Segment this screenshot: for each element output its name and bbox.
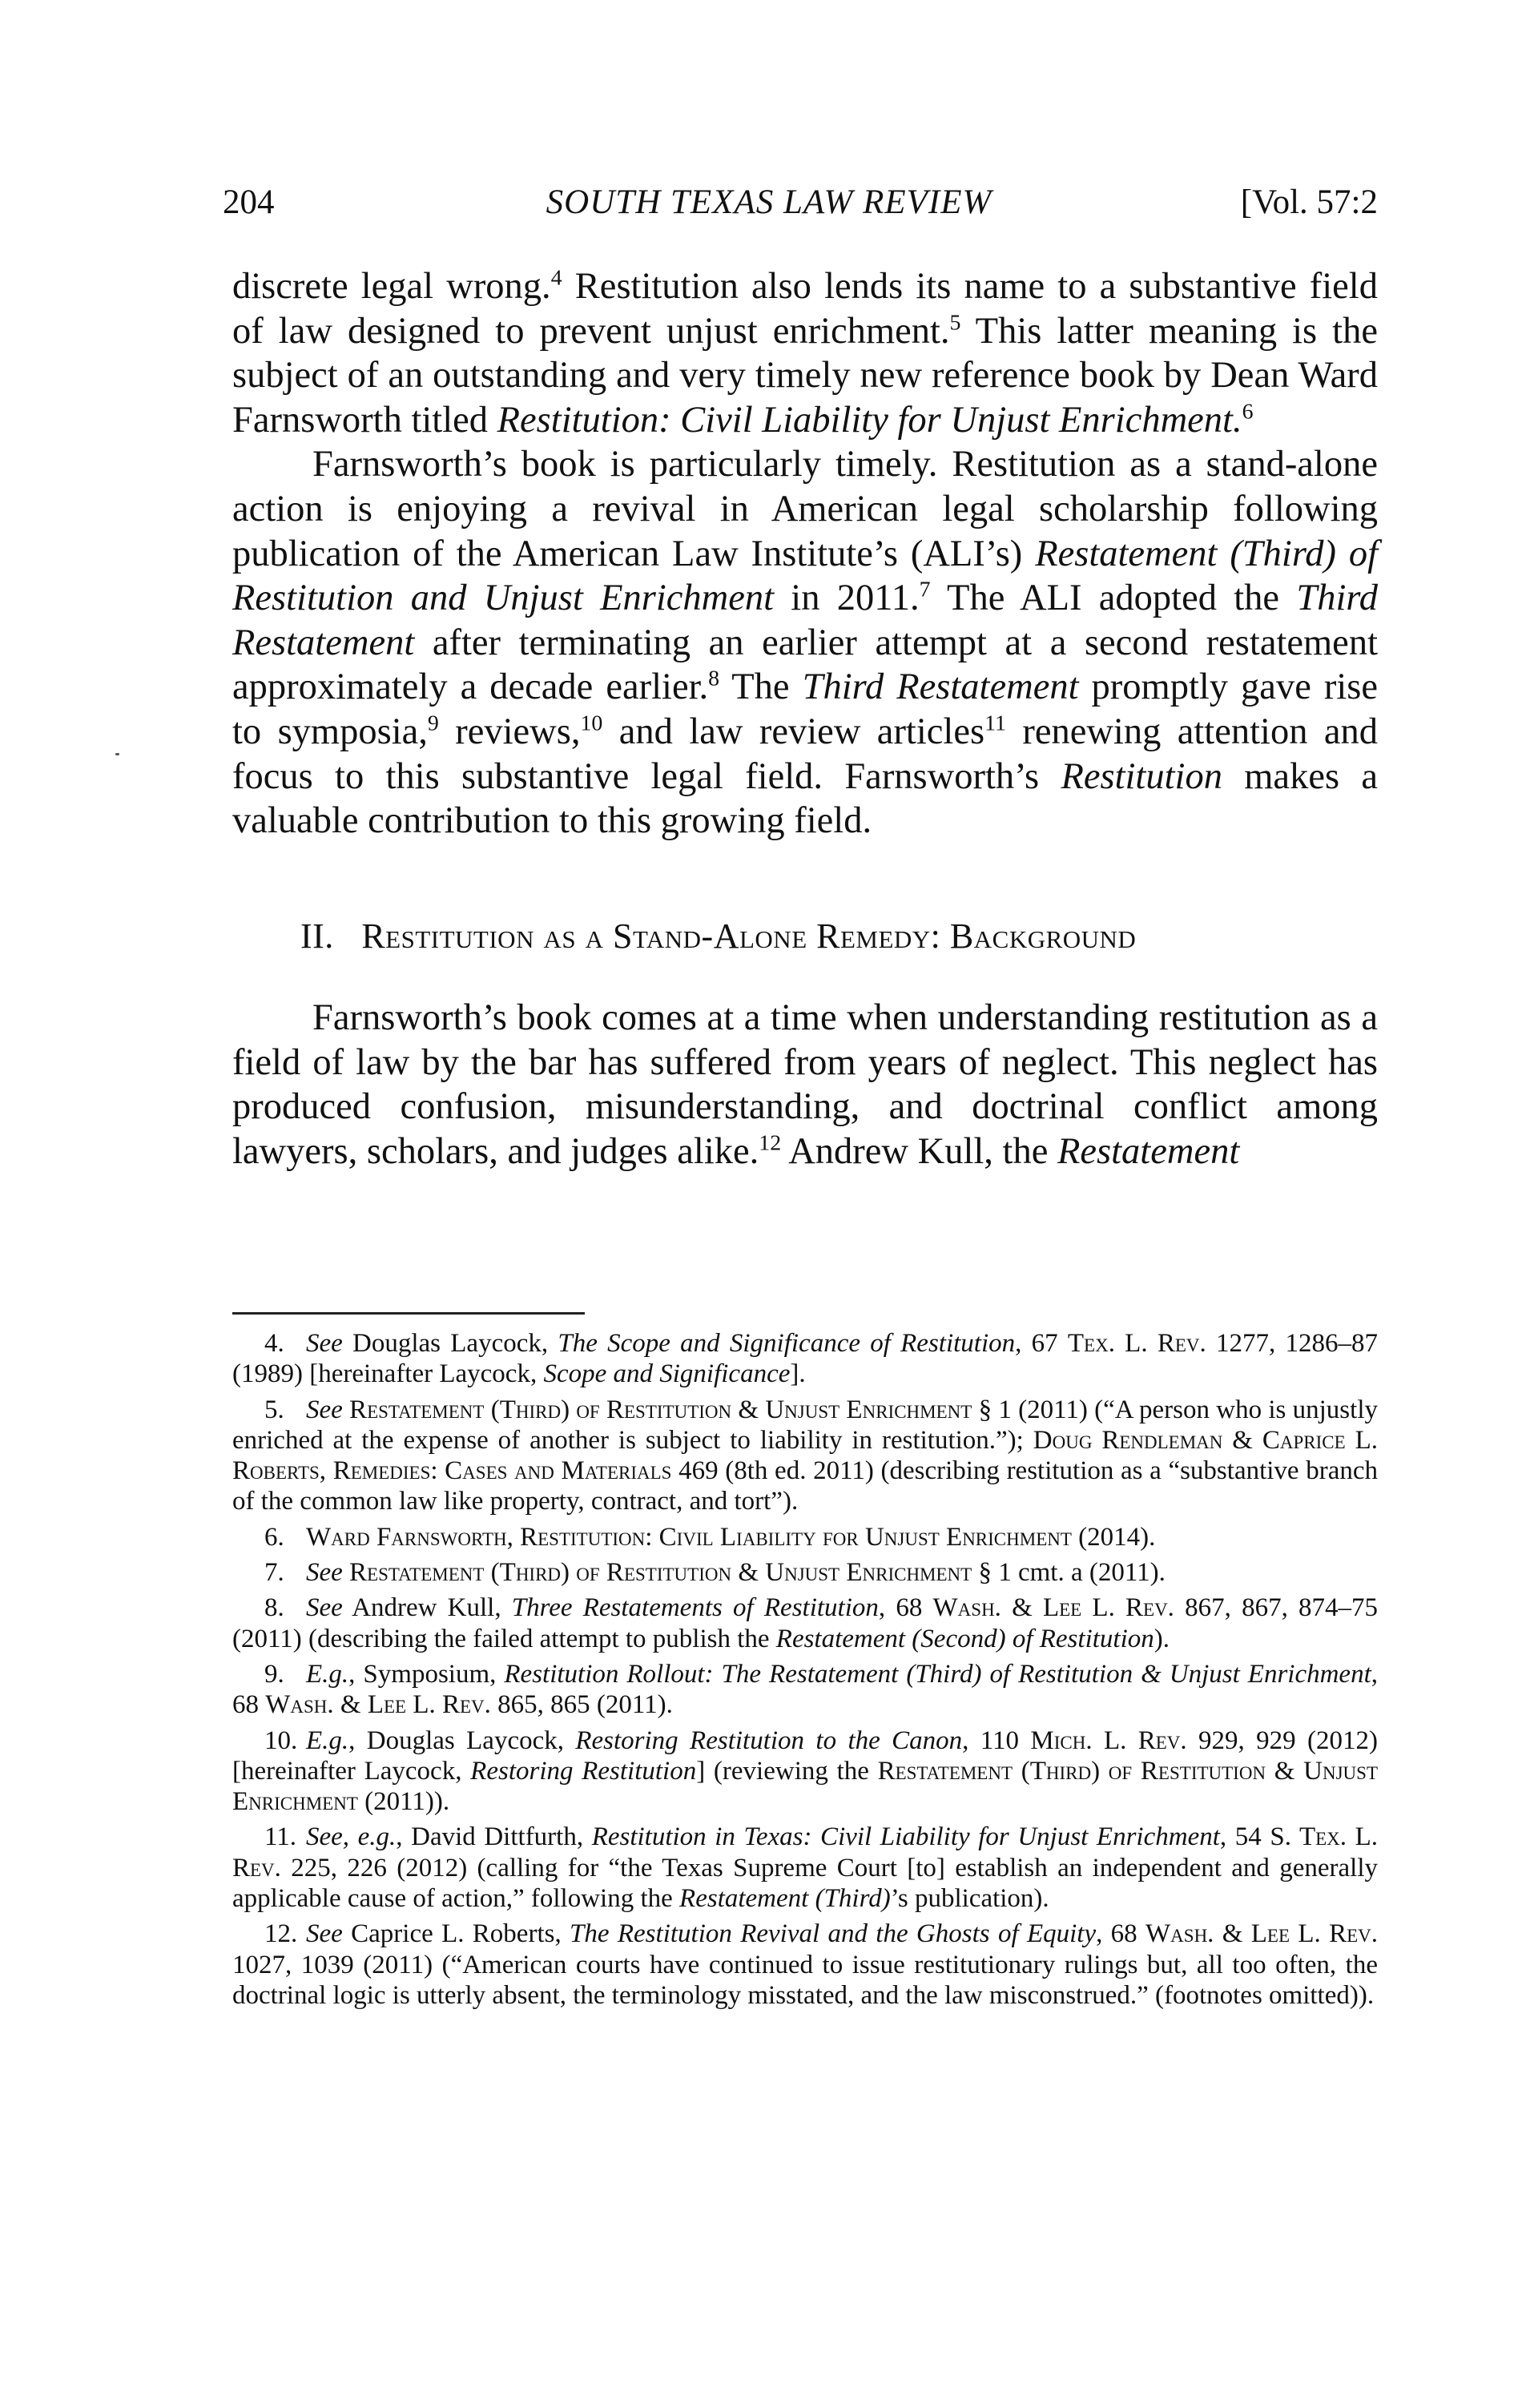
- footnote-11: 11. See, e.g., David Dittfurth, Restitution in Texas: Civil Liability for Unjust Enrichment, 54 S. Tex. L. Rev. 225, 226 (2012) (calling for “the Texas Supreme Court [to] establish an independent and generally applicable cause of action,” following the Restatement (Third)’s publication).: [232, 1822, 1379, 1914]
- paragraph-3: Farnsworth’s book comes at a time when understanding restitution as a field of law by the bar has suffered from years of neglect. This neglect has produced confusion, misunderstanding, and doctrinal conflict among lawyers, scholars, and judges alike.$^{12}$ Andrew Kull, the Restatement: [232, 997, 1378, 1172]
- section-number: II.: [300, 916, 334, 956]
- running-head-volume: [Vol. 57:2: [1240, 183, 1378, 221]
- running-head-journal: SOUTH TEXAS LAW REVIEW: [546, 183, 992, 221]
- footnote-9: 9. E.g., Symposium, Restitution Rollout: The Restatement (Third) of Restitution & Unjust Enrichment, 68 Wash. & Lee L. Rev. 865, 865 (2011).: [232, 1659, 1379, 1720]
- footnote-12: 12. See Caprice L. Roberts, The Restitution Revival and the Ghosts of Equity, 68 Wash. & Lee L. Rev. 1027, 1039 (2011) (“American courts have continued to issue restitutionary rulings but, all too often, the doctrinal logic is utterly absent, the terminology misstated, and the law misconstrued.” (footnotes omitted)).: [232, 1919, 1378, 2010]
- body-paragraphs-bottom: [232, 996, 1378, 1174]
- body-paragraphs-top: [232, 264, 1378, 844]
- paragraph-1: discrete legal wrong.$^4$ Restitution also lends its name to a substantive field of law designed to prevent unjust enrichment.$^5$ This latter meaning is the subject of an outstanding and very timely new reference book by Dean Ward Farnsworth titled Restitution: Civil Liability for Unjust Enrichment.$^6$: [232, 265, 1378, 441]
- footnote-6: 6. Ward Farnsworth, Restitution: Civil Liability for Unjust Enrichment (2014).: [264, 1522, 1156, 1552]
- footnote-7: 7. See Restatement (Third) of Restitution & Unjust Enrichment § 1 cmt. a (2011).: [264, 1558, 1166, 1588]
- footnote-5: 5. See Restatement (Third) of Restitution & Unjust Enrichment § 1 (2011) (“A person who is unjustly enriched at the expense of another is subject to liability in restitution.”); Doug Rendleman & Caprice L. Roberts, Remedies: Cases and Materials 469 (8th ed. 2011) (describing restitution as a “substantive branch of the common law like property, contract, and tort”).: [232, 1395, 1379, 1516]
- section-title: Restitution as a Stand-Alone Remedy: Background: [361, 916, 1137, 956]
- footnote-10: 10. E.g., Douglas Laycock, Restoring Restitution to the Canon, 110 Mich. L. Rev. 929, 929 (2012) [hereinafter Laycock, Restoring Restitution] (reviewing the Restatement (Third) of Restitution & Unjust Enrichment (2011)).: [232, 1725, 1379, 1817]
- footnote-4: 4. See Douglas Laycock, The Scope and Significance of Restitution, 67 Tex. L. Rev. 1277, 1286–87 (1989) [hereinafter Laycock, Scope and Significance].: [232, 1329, 1378, 1389]
- page-number: 204: [223, 183, 275, 221]
- footnotes: [232, 1328, 1378, 2015]
- footnote-divider: [232, 1312, 585, 1315]
- scan-speck: [115, 753, 119, 755]
- footnote-8: 8. See Andrew Kull, Three Restatements of Restitution, 68 Wash. & Lee L. Rev. 867, 867, 874–75 (2011) (describing the failed attempt to publish the Restatement (Second) of Restitution).: [232, 1593, 1379, 1653]
- paragraph-2: Farnsworth’s book is particularly timely. Restitution as a stand-alone action is enjoying a revival in American legal scholarship following publication of the American Law Institute’s (ALI’s) Restatement (Third) of Restitution and Unjust Enrichment in 2011.$^7$ The ALI adopted the Third Restatement after terminating an earlier attempt at a second restatement approximately a decade earlier.$^8$ The Third Restatement promptly gave rise to symposia,$^9$ reviews,$^{10}$ and law review articles$^{11}$ renewing attention and focus to this substantive legal field. Farnsworth’s Restitution makes a valuable contribution to this growing field.: [232, 444, 1379, 842]
- section-heading: [300, 916, 1136, 956]
